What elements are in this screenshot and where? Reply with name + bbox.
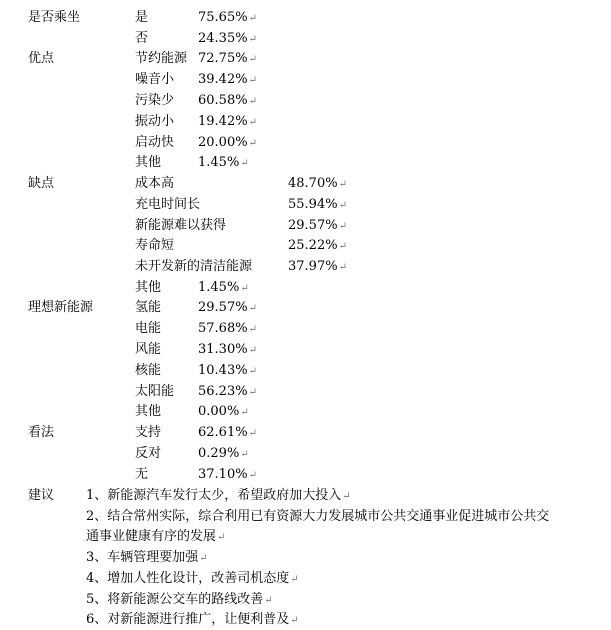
paragraph-mark-icon: ↵ <box>290 574 299 585</box>
row-label: 其他 <box>135 280 162 295</box>
row-label: 充电时间长 <box>135 197 201 212</box>
category-suggestions: 建议 <box>28 488 55 503</box>
row-value: 29.57%↵ <box>198 300 257 315</box>
row-value: 19.42%↵ <box>198 114 257 129</box>
page-top-edge <box>0 0 611 4</box>
row-label: 噪音小 <box>135 72 175 87</box>
paragraph-mark-icon: ↵ <box>248 75 257 86</box>
paragraph-mark-icon: ↵ <box>217 532 226 543</box>
paragraph-mark-icon: ↵ <box>248 13 257 24</box>
row-label: 是 <box>135 10 149 25</box>
paragraph-mark-icon: ↵ <box>240 158 249 169</box>
row-value: 37.97%↵ <box>288 259 347 274</box>
category-ideal-energy: 理想新能源 <box>28 300 94 315</box>
paragraph-mark-icon: ↵ <box>248 34 257 45</box>
suggestion-item: 6、对新能源进行推广，让便利普及↵ <box>86 612 299 627</box>
paragraph-mark-icon: ↵ <box>248 345 257 356</box>
row-value: 75.65%↵ <box>198 10 257 25</box>
row-label: 其他 <box>135 155 162 170</box>
paragraph-mark-icon: ↵ <box>342 491 351 502</box>
row-label: 太阳能 <box>135 384 175 399</box>
suggestion-item: 1、新能源汽车发行太少，希望政府加大投入↵ <box>86 488 351 503</box>
paragraph-mark-icon: ↵ <box>248 470 257 481</box>
row-label: 风能 <box>135 342 162 357</box>
paragraph-mark-icon: ↵ <box>338 200 347 211</box>
row-value: 29.57%↵ <box>288 218 347 233</box>
row-value: 31.30%↵ <box>198 342 257 357</box>
row-value: 1.45%↵ <box>198 280 249 295</box>
row-value: 20.00%↵ <box>198 135 257 150</box>
paragraph-mark-icon: ↵ <box>338 221 347 232</box>
row-label: 寿命短 <box>135 238 175 253</box>
row-label: 电能 <box>135 321 162 336</box>
row-label: 新能源难以获得 <box>135 218 227 233</box>
suggestion-item: 4、增加人性化设计，改善司机态度↵ <box>86 571 299 586</box>
paragraph-mark-icon: ↵ <box>248 54 257 65</box>
paragraph-mark-icon: ↵ <box>338 179 347 190</box>
paragraph-mark-icon: ↵ <box>199 553 208 564</box>
paragraph-mark-icon: ↵ <box>290 615 299 626</box>
paragraph-mark-icon: ↵ <box>240 407 249 418</box>
paragraph-mark-icon: ↵ <box>240 449 249 460</box>
row-label: 反对 <box>135 446 162 461</box>
row-value: 0.29%↵ <box>198 446 249 461</box>
paragraph-mark-icon: ↵ <box>240 283 249 294</box>
row-label: 成本高 <box>135 176 175 191</box>
row-value: 24.35%↵ <box>198 31 257 46</box>
row-value: 0.00%↵ <box>198 404 249 419</box>
row-label: 未开发新的清洁能源 <box>135 259 253 274</box>
row-label: 启动快 <box>135 135 175 150</box>
row-value: 72.75%↵ <box>198 51 257 66</box>
paragraph-mark-icon: ↵ <box>248 366 257 377</box>
category-ride: 是否乘坐 <box>28 10 81 25</box>
paragraph-mark-icon: ↵ <box>248 387 257 398</box>
row-label: 氢能 <box>135 300 162 315</box>
row-label: 核能 <box>135 363 162 378</box>
paragraph-mark-icon: ↵ <box>248 428 257 439</box>
row-label: 节约能源 <box>135 51 188 66</box>
row-label: 振动小 <box>135 114 175 129</box>
suggestion-item: 2、结合常州实际，综合利用已有资源大力发展城市公共交通事业促进城市公共交 <box>86 509 550 524</box>
row-label: 其他 <box>135 404 162 419</box>
paragraph-mark-icon: ↵ <box>338 262 347 273</box>
row-value: 25.22%↵ <box>288 238 347 253</box>
row-label: 否 <box>135 31 149 46</box>
paragraph-mark-icon: ↵ <box>248 303 257 314</box>
paragraph-mark-icon: ↵ <box>248 117 257 128</box>
row-label: 支持 <box>135 425 162 440</box>
row-value: 55.94%↵ <box>288 197 347 212</box>
category-disadvantages: 缺点 <box>28 176 55 191</box>
suggestion-item: 3、车辆管理要加强↵ <box>86 550 208 565</box>
row-label: 污染少 <box>135 93 175 108</box>
row-value: 1.45%↵ <box>198 155 249 170</box>
row-label: 无 <box>135 467 149 482</box>
row-value: 57.68%↵ <box>198 321 257 336</box>
suggestion-item-continued: 通事业健康有序的发展↵ <box>86 529 226 544</box>
paragraph-mark-icon: ↵ <box>264 595 273 606</box>
row-value: 62.61%↵ <box>198 425 257 440</box>
category-advantages: 优点 <box>28 51 55 66</box>
paragraph-mark-icon: ↵ <box>248 138 257 149</box>
row-value: 56.23%↵ <box>198 384 257 399</box>
paragraph-mark-icon: ↵ <box>248 96 257 107</box>
paragraph-mark-icon: ↵ <box>338 241 347 252</box>
row-value: 37.10%↵ <box>198 467 257 482</box>
row-value: 10.43%↵ <box>198 363 257 378</box>
paragraph-mark-icon: ↵ <box>248 324 257 335</box>
row-value: 39.42%↵ <box>198 72 257 87</box>
category-opinion: 看法 <box>28 425 55 440</box>
row-value: 60.58%↵ <box>198 93 257 108</box>
row-value: 48.70%↵ <box>288 176 347 191</box>
suggestion-item: 5、将新能源公交车的路线改善↵ <box>86 592 273 607</box>
